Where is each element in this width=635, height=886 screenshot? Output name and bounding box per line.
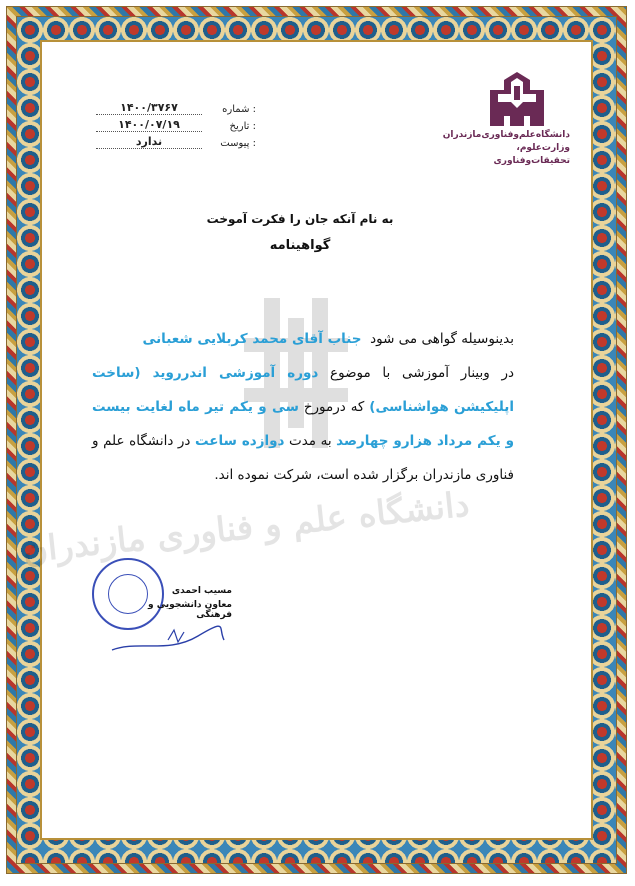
number-value: ۱۴۰۰/۳۷۶۷ [96,101,202,115]
number-label: : شماره [222,104,256,115]
ministry-title: وزارت‌علوم، تحقیقات‌وفناوری [493,143,570,166]
watermark-text: دانشگاه علم و فناوری مازندران [20,484,472,572]
closing-text: در دانشگاه علم و فناوری مازندران برگزار شده است، شرکت نموده اند. [92,433,514,483]
course-dates: سی و یکم تیر ماه لغایت بیست و یکم مرداد هزارو چهارصد [92,399,514,449]
intro-text: بدینوسیله گواهی می شود [370,331,514,347]
basmala: به نام آنکه جان را فکرت آموخت [206,212,394,226]
course-title: دوره آموزشی اندرروید (ساخت اپلیکیشن هواشناسی) [92,365,514,415]
attachment-value: ندارد [96,135,202,149]
date-value: ۱۴۰۰/۰۷/۱۹ [96,118,202,132]
recipient-name: جناب آقای محمد کربلایی شعبانی [142,331,362,347]
attachment-label: : پیوست [220,138,256,149]
signatory-name: مسیب احمدی [171,586,232,596]
university-title: دانشگاه‌علم‌وفناوری‌مازندران [442,130,570,140]
signature-scribble-icon [108,610,228,658]
webinar-text: در وبینار آموزشی با موضوع [330,365,514,381]
signatory-role: معاون دانشجویی و فرهنگی [147,600,232,620]
course-duration: دوازده ساعت [195,433,285,449]
meta-number-row [96,98,256,115]
university-name [440,129,570,168]
duration-intro-text: به مدت [289,433,332,449]
date-label: : تاریخ [229,121,256,132]
certificate-title: گواهینامه [269,238,331,253]
meta-date-row [96,115,256,132]
meta-attachment-row [96,132,256,149]
date-intro-text: که درمورخ [303,399,365,415]
certificate-text [92,322,514,492]
letter-meta [96,98,256,149]
university-logo-icon [486,70,548,128]
